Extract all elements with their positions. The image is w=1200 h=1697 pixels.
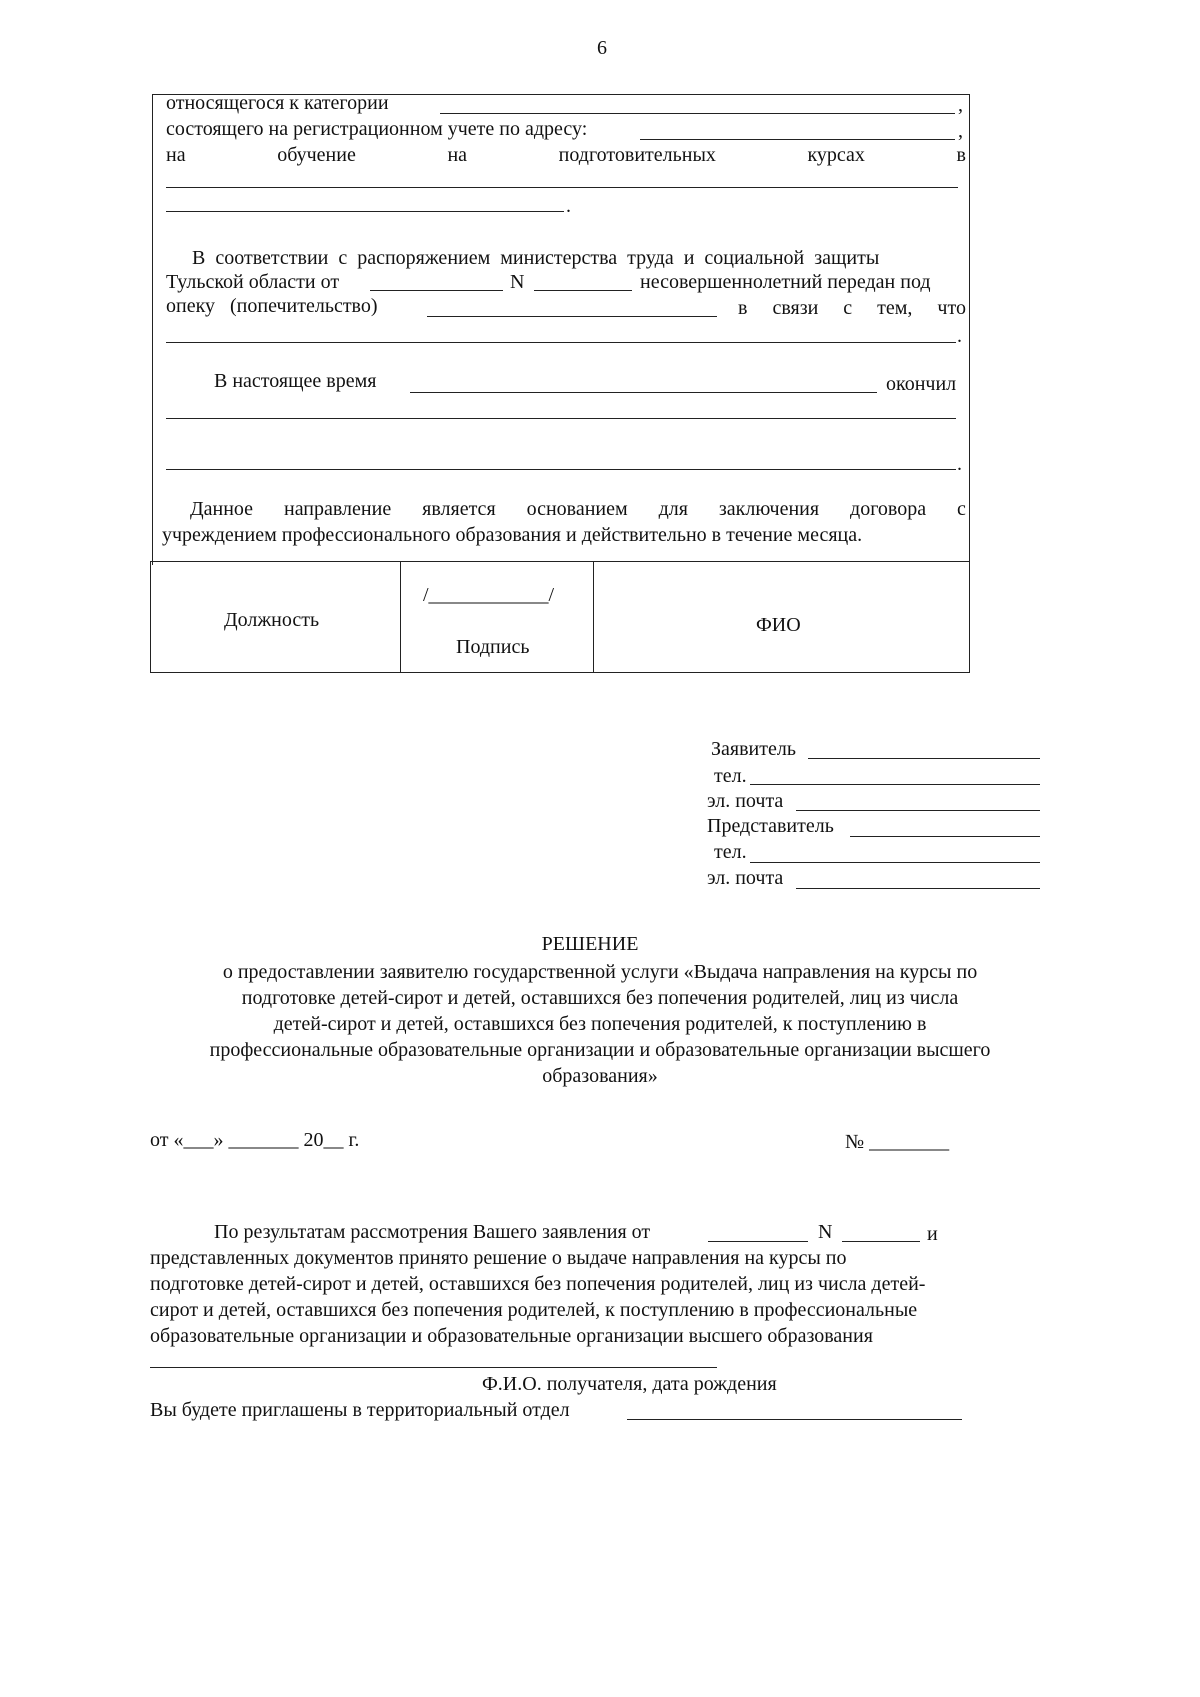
signature-label: Подпись: [456, 636, 530, 658]
graduation-field-2[interactable]: [166, 469, 956, 470]
tel-label: тел.: [714, 841, 747, 863]
reason-field[interactable]: [166, 342, 956, 343]
word: является: [422, 498, 496, 520]
current-status-field[interactable]: [410, 392, 877, 393]
comma: ,: [958, 94, 963, 116]
word: Данное: [190, 498, 254, 520]
text: Тульской области от: [166, 271, 340, 293]
word: договора: [850, 498, 927, 520]
word: тем,: [877, 297, 913, 319]
address-label: состоящего на регистрационном учете по адресу:: [166, 118, 588, 140]
applicant-field[interactable]: [808, 758, 1040, 759]
word: курсах: [807, 144, 865, 166]
representative-tel-field[interactable]: [750, 862, 1040, 863]
text: подготовке детей-сирот и детей, оставшихся без попечения родителей, лиц из числа детей-: [150, 1273, 926, 1295]
order-paragraph: В соответствии с распоряжением министерства труда и социальной защиты: [192, 247, 880, 269]
graduation-field[interactable]: [166, 418, 956, 419]
text: образовательные организации и образовательные организации высшего образования: [150, 1325, 873, 1347]
territorial-office-field[interactable]: [627, 1419, 962, 1420]
order-number-field[interactable]: [534, 290, 632, 291]
application-date-field[interactable]: [708, 1241, 808, 1242]
text: [738, 296, 966, 320]
recipient-field[interactable]: [150, 1367, 717, 1368]
text: Вы будете приглашены в территориальный отдел: [150, 1399, 570, 1421]
applicant-label: Заявитель: [711, 738, 796, 760]
word: с: [843, 297, 853, 319]
text: и: [927, 1223, 938, 1245]
period: .: [566, 195, 571, 217]
applicant-email-field[interactable]: [796, 810, 1040, 811]
text: несовершеннолетний передан под: [640, 271, 931, 293]
decision-title: РЕШЕНИЕ: [541, 933, 639, 955]
word: что: [937, 297, 966, 319]
period: .: [957, 453, 962, 475]
word: в: [738, 297, 748, 319]
category-field[interactable]: [440, 113, 955, 114]
address-field[interactable]: [640, 139, 955, 140]
tel-label: тел.: [714, 765, 747, 787]
email-label: эл. почта: [707, 790, 784, 812]
divider: [400, 561, 401, 673]
representative-label: Представитель: [707, 815, 834, 837]
page-number: 6: [597, 37, 607, 59]
word: подготовительных: [558, 144, 716, 166]
courses-line: [166, 143, 966, 167]
representative-email-field[interactable]: [796, 888, 1040, 889]
representative-field[interactable]: [850, 836, 1040, 837]
institution-field-2[interactable]: [166, 211, 564, 212]
text: По результатам рассмотрения Вашего заявления от: [214, 1221, 651, 1243]
word: направление: [283, 498, 392, 520]
word: для: [658, 498, 688, 520]
text: учреждением профессионального образования и действительно в течение месяца.: [162, 524, 863, 546]
order-date-field[interactable]: [370, 290, 503, 291]
name-cell: ФИО: [756, 614, 801, 636]
decision-date: от «___» _______ 20__ г.: [150, 1129, 360, 1151]
word: в: [956, 144, 966, 166]
institution-field[interactable]: [166, 187, 958, 188]
recipient-caption: Ф.И.О. получателя, дата рождения: [482, 1373, 777, 1395]
decision-subtitle: профессиональные образовательные организации и образовательные организации высшего: [209, 1039, 991, 1061]
text: сирот и детей, оставшихся без попечения родителей, к поступлению в профессиональные: [150, 1299, 918, 1321]
guardianship-field[interactable]: [427, 316, 717, 317]
text: N: [510, 271, 525, 293]
validity-paragraph: [190, 497, 966, 521]
word: на: [447, 144, 468, 166]
decision-subtitle: образования»: [542, 1065, 658, 1087]
decision-subtitle: детей-сирот и детей, оставшихся без попечения родителей, к поступлению в: [273, 1013, 927, 1035]
word: основанием: [526, 498, 628, 520]
divider: [593, 561, 594, 673]
application-number-field[interactable]: [842, 1241, 920, 1242]
word: связи: [772, 297, 819, 319]
text: представленных документов принято решение о выдаче направления на курсы по: [150, 1247, 847, 1269]
email-label: эл. почта: [707, 867, 784, 889]
word: на: [166, 144, 186, 166]
period: .: [957, 325, 962, 347]
word: обучение: [277, 144, 356, 166]
comma: ,: [958, 120, 963, 142]
text: N: [818, 1221, 833, 1243]
text: опеку (попечительство): [166, 295, 378, 317]
applicant-tel-field[interactable]: [750, 784, 1040, 785]
word: с: [957, 498, 966, 520]
decision-subtitle: подготовке детей-сирот и детей, оставшихся без попечения родителей, лиц из числа: [241, 987, 959, 1009]
text: В настоящее время: [214, 370, 377, 392]
position-cell: Должность: [224, 609, 320, 631]
signature-field[interactable]: /____________/: [423, 584, 555, 606]
decision-number: № ________: [845, 1131, 950, 1153]
decision-subtitle: о предоставлении заявителю государственной услуги «Выдача направления на курсы по: [222, 961, 978, 983]
text: окончил: [886, 373, 957, 395]
word: заключения: [718, 498, 820, 520]
category-label: относящегося к категории: [166, 92, 389, 114]
